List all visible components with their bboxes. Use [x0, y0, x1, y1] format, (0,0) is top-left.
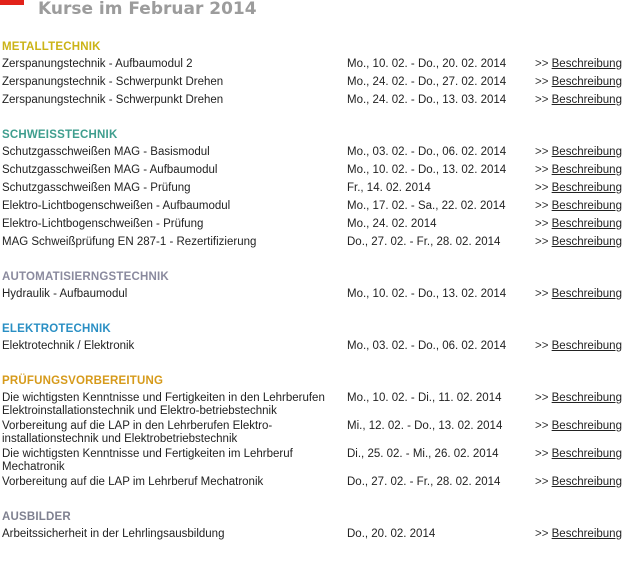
- description-link-cell: [535, 392, 631, 418]
- title-accent-bar: [0, 0, 24, 5]
- course-row: [2, 446, 631, 474]
- course-name: Elektro-Lichtbogenschweißen - Aufbaumodul: [2, 200, 231, 212]
- description-link-cell: [535, 420, 631, 446]
- section-heading: AUSBILDER: [2, 511, 71, 523]
- link-prefix: >>: [535, 392, 549, 404]
- course-name: MAG Schweißprüfung EN 287-1 - Rezertifizierung: [2, 236, 257, 248]
- course-name: Schutzgasschweißen MAG - Prüfung: [2, 182, 191, 194]
- course-date: Mo., 24. 02. 2014: [347, 218, 437, 230]
- course-date: Mo., 10. 02. - Do., 13. 02. 2014: [347, 164, 507, 176]
- course-date: Do., 20. 02. 2014: [347, 528, 436, 540]
- course-name: Vorbereitung auf die LAP in den Lehrberufen Elektro-installationstechnik und Elektrobetriebstechnik: [2, 420, 273, 445]
- course-date: Mo., 24. 02. - Do., 13. 03. 2014: [347, 94, 507, 106]
- course-date: Mo., 10. 02. - Di., 11. 02. 2014: [347, 392, 502, 404]
- description-link-cell: [535, 448, 631, 474]
- link-prefix: >>: [535, 76, 549, 88]
- description-link-cell: [535, 340, 631, 356]
- course-date: Mo., 10. 02. - Do., 20. 02. 2014: [347, 58, 507, 70]
- course-name: Schutzgasschweißen MAG - Basismodul: [2, 146, 210, 158]
- course-row: [2, 92, 631, 110]
- description-link[interactable]: Beschreibung: [551, 476, 622, 488]
- course-row: [2, 198, 631, 216]
- description-link[interactable]: Beschreibung: [551, 528, 622, 540]
- link-prefix: >>: [535, 200, 549, 212]
- course-date: Mi., 12. 02. - Do., 13. 02. 2014: [347, 420, 503, 432]
- course-name: Arbeitssicherheit in der Lehrlingsausbildung: [2, 528, 225, 540]
- course-name: Die wichtigsten Kenntnisse und Fertigkeiten in den Lehrberufen Elektroinstallationstechnik und Elektro-betriebstechnik: [2, 392, 325, 417]
- description-link-cell: [535, 182, 631, 198]
- course-name: Zerspanungstechnik - Aufbaumodul 2: [2, 58, 193, 70]
- course-date: Mo., 03. 02. - Do., 06. 02. 2014: [347, 146, 507, 158]
- link-prefix: >>: [535, 146, 549, 158]
- course-row: [2, 180, 631, 198]
- description-link-cell: [535, 76, 631, 92]
- course-row: [2, 390, 631, 418]
- section-heading: SCHWEISSTECHNIK: [2, 129, 118, 141]
- description-link[interactable]: Beschreibung: [551, 392, 622, 404]
- section-heading: PRÜFUNGSVORBEREITUNG: [2, 375, 164, 387]
- course-name: Elektrotechnik / Elektronik: [2, 340, 135, 352]
- course-list: [2, 38, 631, 560]
- section-schweisstechnik: [2, 126, 631, 252]
- link-prefix: >>: [535, 164, 549, 176]
- link-prefix: >>: [535, 528, 549, 540]
- course-date: Do., 27. 02. - Fr., 28. 02. 2014: [347, 236, 501, 248]
- description-link[interactable]: Beschreibung: [551, 288, 622, 300]
- description-link[interactable]: Beschreibung: [551, 94, 622, 106]
- course-row: [2, 234, 631, 252]
- section-automatisierung: [2, 268, 631, 304]
- course-row: [2, 216, 631, 234]
- description-link[interactable]: Beschreibung: [551, 420, 622, 432]
- course-row: [2, 74, 631, 92]
- link-prefix: >>: [535, 448, 549, 460]
- description-link[interactable]: Beschreibung: [551, 340, 622, 352]
- description-link[interactable]: Beschreibung: [551, 448, 622, 460]
- course-date: Mo., 10. 02. - Do., 13. 02. 2014: [347, 288, 507, 300]
- course-date: Fr., 14. 02. 2014: [347, 182, 431, 194]
- course-name: Elektro-Lichtbogenschweißen - Prüfung: [2, 218, 204, 230]
- course-date: Mo., 03. 02. - Do., 06. 02. 2014: [347, 340, 507, 352]
- link-prefix: >>: [535, 58, 549, 70]
- section-heading: AUTOMATISIERNGSTECHNIK: [2, 271, 169, 283]
- description-link-cell: [535, 218, 631, 234]
- description-link-cell: [535, 236, 631, 252]
- course-name: Zerspanungstechnik - Schwerpunkt Drehen: [2, 76, 224, 88]
- link-prefix: >>: [535, 476, 549, 488]
- description-link[interactable]: Beschreibung: [551, 218, 622, 230]
- course-name: Schutzgasschweißen MAG - Aufbaumodul: [2, 164, 218, 176]
- link-prefix: >>: [535, 236, 549, 248]
- section-pruefung: [2, 372, 631, 492]
- link-prefix: >>: [535, 218, 549, 230]
- page-title: Kurse im Februar 2014: [38, 0, 257, 19]
- description-link-cell: [535, 146, 631, 162]
- description-link-cell: [535, 528, 631, 544]
- section-metalltechnik: [2, 38, 631, 110]
- description-link[interactable]: Beschreibung: [551, 76, 622, 88]
- section-heading: METALLTECHNIK: [2, 41, 101, 53]
- description-link-cell: [535, 164, 631, 180]
- course-name: Hydraulik - Aufbaumodul: [2, 288, 128, 300]
- description-link[interactable]: Beschreibung: [551, 200, 622, 212]
- course-row: [2, 338, 631, 356]
- link-prefix: >>: [535, 288, 549, 300]
- description-link-cell: [535, 476, 631, 492]
- description-link[interactable]: Beschreibung: [551, 164, 622, 176]
- description-link-cell: [535, 288, 631, 304]
- course-date: Di., 25. 02. - Mi., 26. 02. 2014: [347, 448, 499, 460]
- course-row: [2, 162, 631, 180]
- section-elektrotechnik: [2, 320, 631, 356]
- course-date: Mo., 17. 02. - Sa., 22. 02. 2014: [347, 200, 506, 212]
- course-row: [2, 526, 631, 544]
- section-heading: ELEKTROTECHNIK: [2, 323, 111, 335]
- link-prefix: >>: [535, 182, 549, 194]
- course-row: [2, 144, 631, 162]
- course-row: [2, 56, 631, 74]
- course-date: Mo., 24. 02. - Do., 27. 02. 2014: [347, 76, 507, 88]
- description-link[interactable]: Beschreibung: [551, 146, 622, 158]
- description-link-cell: [535, 58, 631, 74]
- title-bar: [0, 0, 631, 22]
- section-ausbilder: [2, 508, 631, 544]
- course-name: Zerspanungstechnik - Schwerpunkt Drehen: [2, 94, 224, 106]
- course-row: [2, 286, 631, 304]
- description-link-cell: [535, 200, 631, 216]
- course-name: Vorbereitung auf die LAP im Lehrberuf Mechatronik: [2, 476, 264, 488]
- description-link[interactable]: Beschreibung: [551, 58, 622, 70]
- course-row: [2, 418, 631, 446]
- description-link[interactable]: Beschreibung: [551, 236, 622, 248]
- link-prefix: >>: [535, 420, 549, 432]
- course-date: Do., 27. 02. - Fr., 28. 02. 2014: [347, 476, 501, 488]
- course-name: Die wichtigsten Kenntnisse und Fertigkeiten im Lehrberuf Mechatronik: [2, 448, 293, 473]
- description-link-cell: [535, 94, 631, 110]
- link-prefix: >>: [535, 94, 549, 106]
- description-link[interactable]: Beschreibung: [551, 182, 622, 194]
- link-prefix: >>: [535, 340, 549, 352]
- course-row: [2, 474, 631, 492]
